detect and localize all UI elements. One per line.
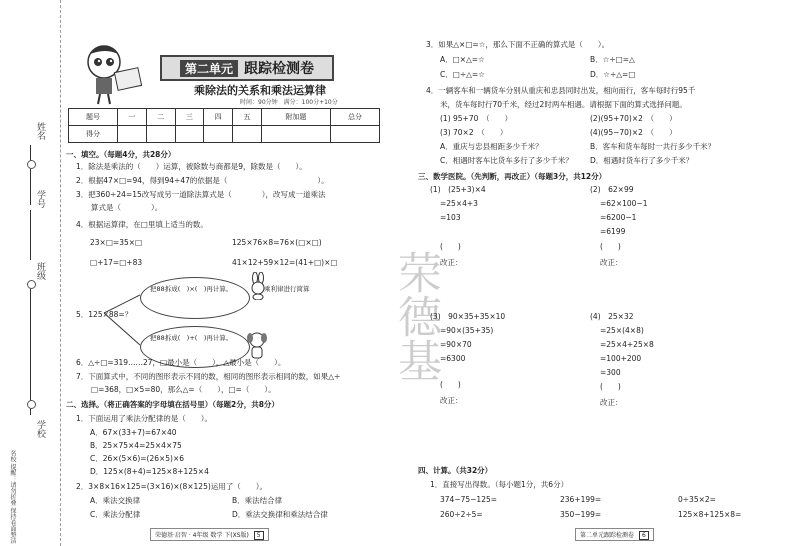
step-line: =6199 [600, 227, 626, 236]
choice-option: A．□×△=☆ [440, 55, 485, 64]
title-text: 跟踪检测卷 [244, 61, 314, 77]
bubble-text: 把88拆成( )+( )再计算。 [150, 334, 233, 342]
score-table [68, 108, 380, 143]
step-line: =6200−1 [600, 213, 637, 222]
choice-option: C．相遇时客车比货车多行了多少千米？ [440, 156, 573, 165]
calc-item: 0÷35×2= [678, 495, 716, 504]
choice-option: A．重庆与忠县相距多少千米？ [440, 142, 543, 151]
step-line: =62×100−1 [600, 199, 648, 208]
correction-label: 改正： [600, 398, 623, 407]
question-text: 7．下面算式中，不同的图形表示不同的数，相同的图形表示相同的数，如果△÷ [76, 372, 341, 381]
question-text: 5．125×88=？ [76, 310, 133, 319]
footer-right [575, 528, 654, 541]
footer-left-text: 荣德基·启智 · 4年级 数学 下(XS版) [155, 532, 249, 539]
step-line: (1) (25+3)×4 [430, 185, 486, 194]
calc-item: 374−75−125= [440, 495, 498, 504]
choice-option: A．乘法交换律 [90, 496, 141, 505]
exam-subtitle: 乘除法的关系和乘法运算律 [194, 84, 326, 97]
cartoon-dog-icon [246, 330, 268, 360]
calc-item: 260÷2÷5= [440, 510, 483, 519]
step-line: =25×4+25×8 [600, 340, 654, 349]
step-line: (2) 62×99 [590, 185, 634, 194]
mascot-illustration [76, 40, 148, 106]
judgement-blank[interactable]: ( ) [440, 242, 461, 251]
page-number-right: 6 [639, 531, 649, 540]
score-cell[interactable] [330, 126, 379, 143]
question-text: 1．直接写出得数。（每小题1分，共6分） [430, 480, 569, 489]
step-line: (3) 90×35+35×10 [430, 312, 506, 321]
score-header-cell: 题号 [69, 109, 118, 126]
school-label: 学校 [35, 420, 45, 438]
section-4-heading: 四、计算。（共32分） [418, 466, 493, 475]
score-header-cell: 总分 [330, 109, 379, 126]
equation: 23×□=35×□ [90, 238, 143, 247]
sub-question: (3) 70×2 （ ） [440, 128, 508, 137]
question-text: 4．根据运算律，在□里填上适当的数。 [76, 220, 208, 229]
equation: 125×76×8=76×(□×□) [232, 238, 322, 247]
student-id-label: 学号 [35, 190, 45, 208]
step-line: =90×70 [440, 340, 472, 349]
score-header-cell: 四 [204, 109, 233, 126]
choice-option: D．乘法交换律和乘法结合律 [232, 510, 328, 519]
score-cell[interactable] [117, 126, 146, 143]
question-text: 6．△÷□=319……27，□最小是（ ），△最小是（ ）。 [76, 358, 286, 367]
strip-bottom-text: 名校 提醒：请勿折叠 保持卷面整洁 [9, 450, 16, 544]
correction-label: 改正： [440, 258, 463, 267]
judgement-blank[interactable]: ( ) [600, 242, 621, 251]
score-header-cell: 一 [117, 109, 146, 126]
question-text: 算式是（ ）。 [76, 203, 163, 212]
step-line: =25×4+3 [440, 199, 478, 208]
score-cell[interactable] [175, 126, 204, 143]
choice-option: B．乘法结合律 [232, 496, 283, 505]
footer-left [150, 528, 269, 541]
step-line: =103 [440, 213, 461, 222]
unit-label: 第二单元 [180, 60, 238, 77]
score-cell[interactable] [146, 126, 175, 143]
name-label: 姓名 [35, 122, 45, 140]
class-label: 班级 [35, 262, 45, 280]
exam-meta: 时间：90分钟 满分：100分+10分 [240, 99, 338, 106]
calc-item: 125×8+125×8= [678, 510, 742, 519]
bracket-lines [104, 285, 140, 355]
choice-option: B．☆÷□=△ [590, 55, 635, 64]
step-line: =100+200 [600, 354, 642, 363]
bunny-caption: 乘利律进行简算 [264, 285, 310, 293]
score-cell[interactable] [204, 126, 233, 143]
section-1-heading: 一、填空。（每题4分，共28分） [66, 150, 176, 159]
step-line: (4) 25×32 [590, 312, 634, 321]
choice-option: C．□÷△=☆ [440, 70, 485, 79]
question-text: 1．下面运用了乘法分配律的是（ ）。 [76, 414, 213, 423]
equation: □+17=□+83 [90, 258, 143, 267]
section-3-heading: 三、数学医院。（先判断，再改正）（每题3分，共12分） [418, 172, 607, 181]
sub-question: (1) 95+70 （ ） [440, 114, 513, 123]
question-text: 2．3×8×16×125=(3×16)×(8×125)运用了（ ）。 [76, 482, 268, 491]
step-line: =25×(4×8) [600, 326, 644, 335]
choice-option: A．67×(33+7)=67×40 [90, 428, 177, 437]
bunny-icon [248, 272, 268, 300]
score-header-row [69, 109, 380, 126]
choice-option: D．☆÷△=□ [590, 70, 636, 79]
score-header-cell: 附加题 [261, 109, 330, 126]
choice-option: D．125×(8+4)=125×8+125×4 [90, 467, 209, 476]
calc-item: 236+199= [560, 495, 602, 504]
judgement-blank[interactable]: ( ) [600, 382, 621, 391]
choice-option: C．乘法分配律 [90, 510, 141, 519]
question-text: 米，货车每时行70千米，经过2时两车相遇。请根据下面的算式选择问题。 [440, 100, 687, 109]
judgement-blank[interactable]: ( ) [440, 380, 461, 389]
choice-option: B．客车和货车每时一共行多少千米？ [590, 142, 716, 151]
calc-item: 350−199= [560, 510, 602, 519]
watermark-logo: 荣德基 [390, 250, 441, 382]
question-text: 1．除法是乘法的（ ）运算，被除数与商都是9，除数是（ ）。 [76, 162, 307, 171]
footer-right-text: 第二单元跟踪检测卷 [580, 532, 635, 539]
question-text: 4．一辆客车和一辆货车分别从重庆和忠县同时出发，相向而行，客车每时行95千 [426, 86, 696, 95]
score-header-cell: 五 [233, 109, 262, 126]
score-cell[interactable] [261, 126, 330, 143]
question-text: 2．根据47×□=94，得到94÷47的依据是（ ）。 [76, 176, 329, 185]
sub-question: (2)(95+70)×2 （ ） [590, 114, 677, 123]
exam-title [160, 55, 334, 81]
score-value-row [69, 126, 380, 143]
question-text: 3．如果△×□=☆，那么下面不正确的算式是（ ）。 [426, 40, 610, 49]
page-number-left: 5 [254, 531, 264, 540]
question-text: 3．把360÷24=15改写成另一道除法算式是（ ），改写成一道乘法 [76, 190, 326, 199]
section-2-heading: 二、选择。（将正确答案的字母填在括号里）（每题2分，共8分） [66, 400, 279, 409]
score-row-label: 得分 [69, 126, 118, 143]
choice-option: D．相遇时货车行了多少千米？ [590, 156, 694, 165]
correction-label: 改正： [440, 396, 463, 405]
equation: 41×12+59×12=(41+□)×□ [232, 258, 338, 267]
score-header-cell: 三 [175, 109, 204, 126]
binding-strip [0, 0, 61, 546]
choice-option: C．26×(5×6)=(26×5)×6 [90, 454, 185, 463]
choice-option: B．25×75×4=25×4×75 [90, 441, 182, 450]
score-cell[interactable] [233, 126, 262, 143]
score-header-cell: 二 [146, 109, 175, 126]
step-line: =90×(35+35) [440, 326, 494, 335]
question-text: □=368，□×5=80，那么△=（ ），□=（ ）。 [76, 385, 276, 394]
sub-question: (4)(95−70)×2 （ ） [590, 128, 677, 137]
step-line: =300 [600, 368, 621, 377]
bubble-text: 把88拆成( )×( )再计算。 [150, 285, 233, 293]
step-line: =6300 [440, 354, 466, 363]
correction-label: 改正： [600, 258, 623, 267]
